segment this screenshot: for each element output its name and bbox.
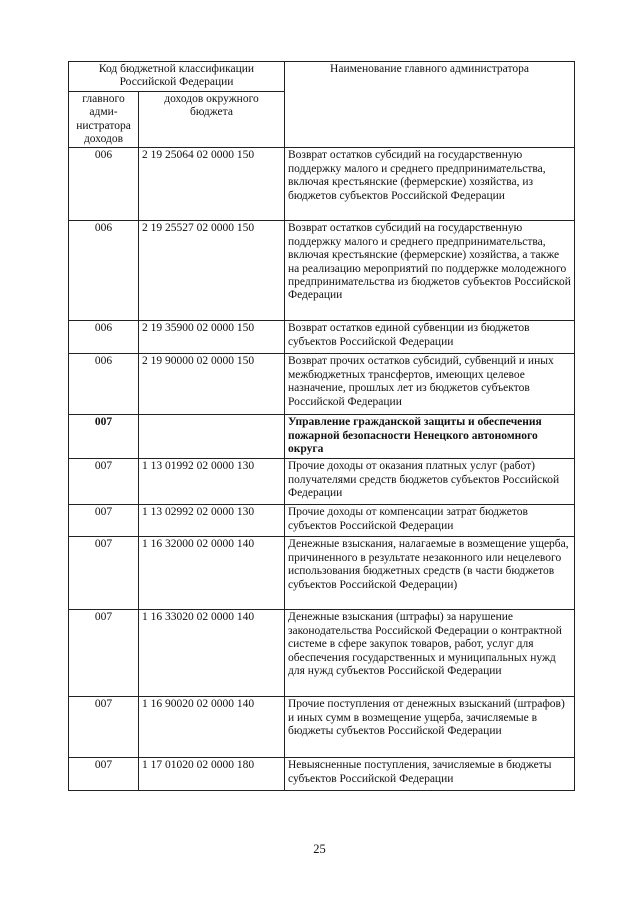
admin-code-cell: 007 [69,697,139,758]
table-row [69,537,575,610]
header-administrator-name: Наименование главного администратора [285,62,575,148]
admin-code-cell: 006 [69,354,139,415]
name-cell: Возврат остатков единой субвенции из бюджетов субъектов Российской Федерации [285,321,575,354]
table-row [69,505,575,537]
income-code-cell: 1 16 90020 02 0000 140 [139,697,285,758]
table-row [69,354,575,415]
table-row [69,758,575,791]
name-cell: Невыясненные поступления, зачисляемые в бюджеты субъектов Российской Федерации [285,758,575,791]
name-cell: Денежные взыскания (штрафы) за нарушение законодательства Российской Федерации о контрактной системе в сфере закупок товаров, работ, услуг для обеспечения государственных и муниципальных нужд для нужд субъектов Российской Федерации [285,610,575,697]
admin-code-cell: 007 [69,537,139,610]
table-row [69,148,575,221]
name-cell: Прочие доходы от оказания платных услуг (работ) получателями средств бюджетов субъектов Российской Федерации [285,459,575,505]
budget-classification-table [68,61,575,791]
administrator-name-cell: Управление гражданской защиты и обеспечения пожарной безопасности Ненецкого автономного округа [285,415,575,459]
header-main-administrator: главного адми-нистратора доходов [69,91,139,148]
name-cell: Прочие доходы от компенсации затрат бюджетов субъектов Российской Федерации [285,505,575,537]
page-number: 25 [313,842,326,856]
name-cell: Денежные взыскания, налагаемые в возмещение ущерба, причиненного в результате незаконного или нецелевого использования бюджетных средств (в части бюджетов субъектов Российской Федерации) [285,537,575,610]
admin-code-cell: 007 [69,459,139,505]
admin-code-cell: 006 [69,321,139,354]
header-district-income-code: доходов окружного бюджета [139,91,285,148]
income-code-cell: 1 13 01992 02 0000 130 [139,459,285,505]
table-row [69,459,575,505]
name-cell: Возврат прочих остатков субсидий, субвенций и иных межбюджетных трансфертов, имеющих целевое назначение, прошлых лет из бюджетов субъектов Российской Федерации [285,354,575,415]
table-row [69,697,575,758]
income-code-cell: 2 19 25064 02 0000 150 [139,148,285,221]
table-row [69,321,575,354]
income-code-cell [139,415,285,459]
admin-code-cell: 007 [69,610,139,697]
table-row [69,610,575,697]
admin-code-cell: 007 [69,415,139,459]
admin-code-cell: 006 [69,148,139,221]
admin-code-cell: 007 [69,758,139,791]
income-code-cell: 1 16 32000 02 0000 140 [139,537,285,610]
income-code-cell: 1 13 02992 02 0000 130 [139,505,285,537]
income-code-cell: 2 19 25527 02 0000 150 [139,221,285,321]
table-row [69,221,575,321]
admin-code-cell: 007 [69,505,139,537]
name-cell: Возврат остатков субсидий на государственную поддержку малого и среднего предпринимательства, включая крестьянские (фермерские) хозяйства, из бюджетов субъектов Российской Федерации [285,148,575,221]
name-cell: Возврат остатков субсидий на государственную поддержку малого и среднего предпринимательства, включая крестьянские (фермерские) хозяйства, а также на реализацию мероприятий по поддержке молодежного предпринимательства из бюджетов субъектов Российской Федерации [285,221,575,321]
header-budget-code-group: Код бюджетной классификации Российской Федерации [69,62,285,92]
income-code-cell: 1 16 33020 02 0000 140 [139,610,285,697]
admin-code-cell: 006 [69,221,139,321]
income-code-cell: 2 19 35900 02 0000 150 [139,321,285,354]
income-code-cell: 1 17 01020 02 0000 180 [139,758,285,791]
name-cell: Прочие поступления от денежных взысканий (штрафов) и иных сумм в возмещение ущерба, зачисляемые в бюджеты субъектов Российской Федерации [285,697,575,758]
table-row-administrator-heading [69,415,575,459]
income-code-cell: 2 19 90000 02 0000 150 [139,354,285,415]
